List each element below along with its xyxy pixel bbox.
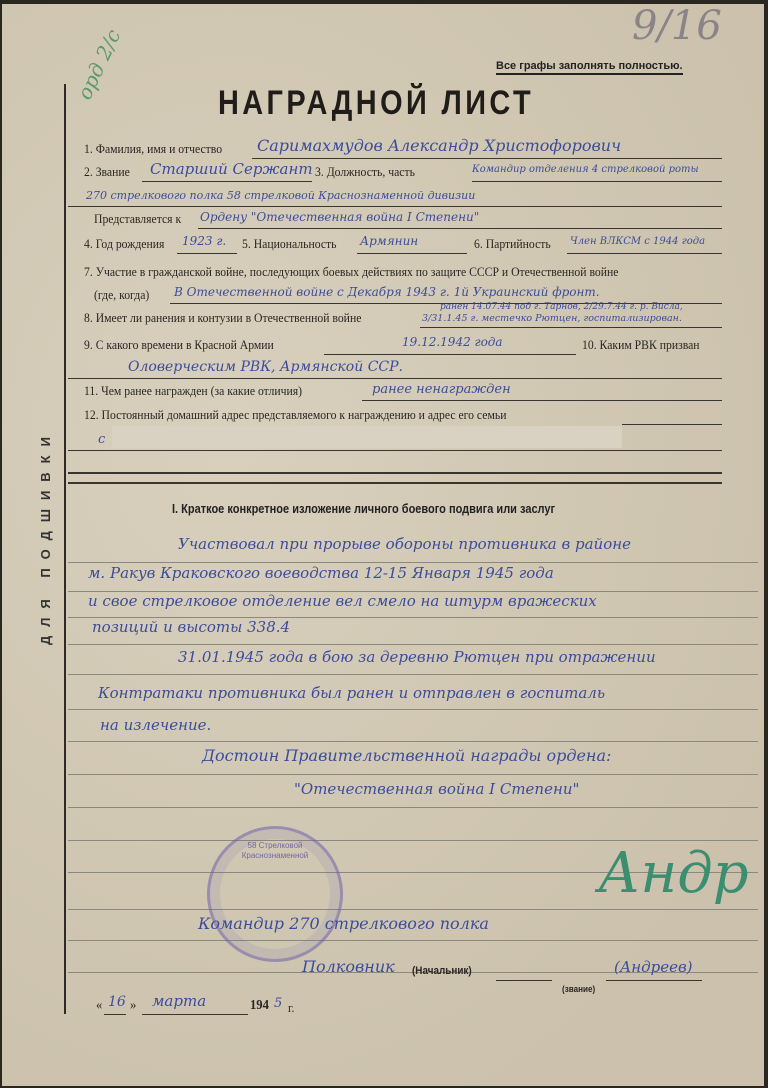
field-8-label: 8. Имеет ли ранения и контузии в Отечественной войне [84, 310, 362, 325]
field-5-label: 5. Национальность [242, 236, 337, 251]
corner-mark-right: 9/16 [632, 3, 722, 49]
chief-label: (Начальник) [412, 965, 472, 977]
field-12-label: 12. Постоянный домашний адрес представляемого к награждению и адрес его семьи [84, 407, 507, 422]
date-month: марта [152, 992, 207, 1010]
date-day: 16 [108, 994, 126, 1010]
field-11-label: 11. Чем ранее награжден (за какие отличия) [84, 383, 303, 398]
field-8-value: 3/31.1.45 г. местечко Рютцен, госпитализирован. [422, 313, 682, 324]
field-1-value: Саримахмудов Александр Христофорович [257, 136, 622, 155]
commander-line: Командир 270 стрелкового полка [198, 914, 489, 933]
binding-label: ДЛЯ ПОДШИВКИ [38, 428, 53, 645]
signature: Андр [598, 841, 749, 906]
field-4-value: 1923 г. [182, 234, 227, 248]
date-year-unit: г. [288, 1000, 295, 1015]
field-1-label: 1. Фамилия, имя и отчество [84, 141, 223, 156]
corner-mark-left: орд 2/с [72, 25, 126, 104]
award-sheet [2, 4, 764, 1086]
fill-instructions: Все графы заполнять полностью. [496, 60, 683, 75]
redacted-address [112, 426, 622, 448]
field-2-label: 2. Звание [84, 164, 130, 179]
field-12-value: с [98, 432, 106, 447]
field-2-value: Старший Сержант [150, 160, 313, 178]
narrative-line: Контратаки противника был ранен и отправлен в госпиталь [98, 684, 606, 702]
commander-name: (Андреев) [614, 958, 693, 976]
date-year-prefix: 194 [250, 998, 269, 1013]
page-title: НАГРАДНОЙ ЛИСТ [218, 84, 535, 122]
stamp-text: 58 Стрелковой Краснознаменной [241, 841, 309, 860]
narrative-line: "Отечественная война I Степени" [294, 780, 580, 798]
field-11-value: ранее ненагражден [372, 382, 511, 397]
narrative-line: м. Ракув Краковского воеводства 12-15 Января 1945 года [88, 564, 554, 582]
field-8-value-top: ранен 14.07.44 под г. Тарнов, 2/29.7.44 г. р. Вислa, [440, 302, 683, 312]
field-10-value: Оловерческим РВК, Армянской ССР. [128, 359, 403, 375]
rank-label: (звание) [562, 984, 596, 994]
narrative-line: Достоин Правительственной награды ордена: [202, 746, 612, 765]
narrative-line: и свое стрелковое отделение вел смело на штурм вражеских [88, 592, 597, 610]
date-quote-close: » [130, 998, 137, 1013]
field-3-label: 3. Должность, часть [315, 164, 415, 179]
date-quote-open: « [96, 998, 103, 1013]
official-stamp [207, 826, 343, 962]
narrative-line: Участвовал при прорыве обороны противника в районе [178, 535, 631, 553]
narrative-line: 31.01.1945 года в бою за деревню Рютцен при отражении [178, 648, 656, 666]
field-7-label-2: (где, когда) [94, 287, 150, 302]
binding-margin-line [64, 84, 66, 1014]
field-9-label: 9. С какого времени в Красной Армии [84, 337, 274, 352]
field-5-value: Армянин [360, 234, 419, 248]
field-3-value: Командир отделения 4 стрелковой роты [472, 164, 699, 175]
field-6-label: 6. Партийность [474, 236, 551, 251]
field-7-label: 7. Участие в гражданской войне, последующих боевых действиях по защите СССР и Отечественной войне [84, 264, 619, 279]
field-9-value: 19.12.1942 года [402, 335, 503, 349]
section-heading: I. Краткое конкретное изложение личного боевого подвига или заслуг [172, 502, 556, 516]
narrative-line: на излечение. [100, 716, 212, 734]
date-year-suffix: 5 [274, 996, 283, 1011]
field-6-value: Член ВЛКСМ с 1944 года [570, 236, 706, 247]
award-label: Представляется к [94, 211, 182, 226]
divider [68, 472, 722, 474]
award-value: Ордену "Отечественная война I Степени" [200, 210, 480, 224]
field-10-label: 10. Каким РВК призван [582, 337, 700, 352]
field-3-value-cont: 270 стрелкового полка 58 стрелковой Краснознаменной дивизии [86, 189, 476, 202]
field-7-value: В Отечественной войне с Декабря 1943 г. 1й Украинский фронт. [174, 285, 600, 299]
field-4-label: 4. Год рождения [84, 236, 165, 251]
rank-value: Полковник [302, 957, 395, 976]
narrative-line: позиций и высоты 338.4 [92, 618, 291, 636]
divider [68, 482, 722, 484]
